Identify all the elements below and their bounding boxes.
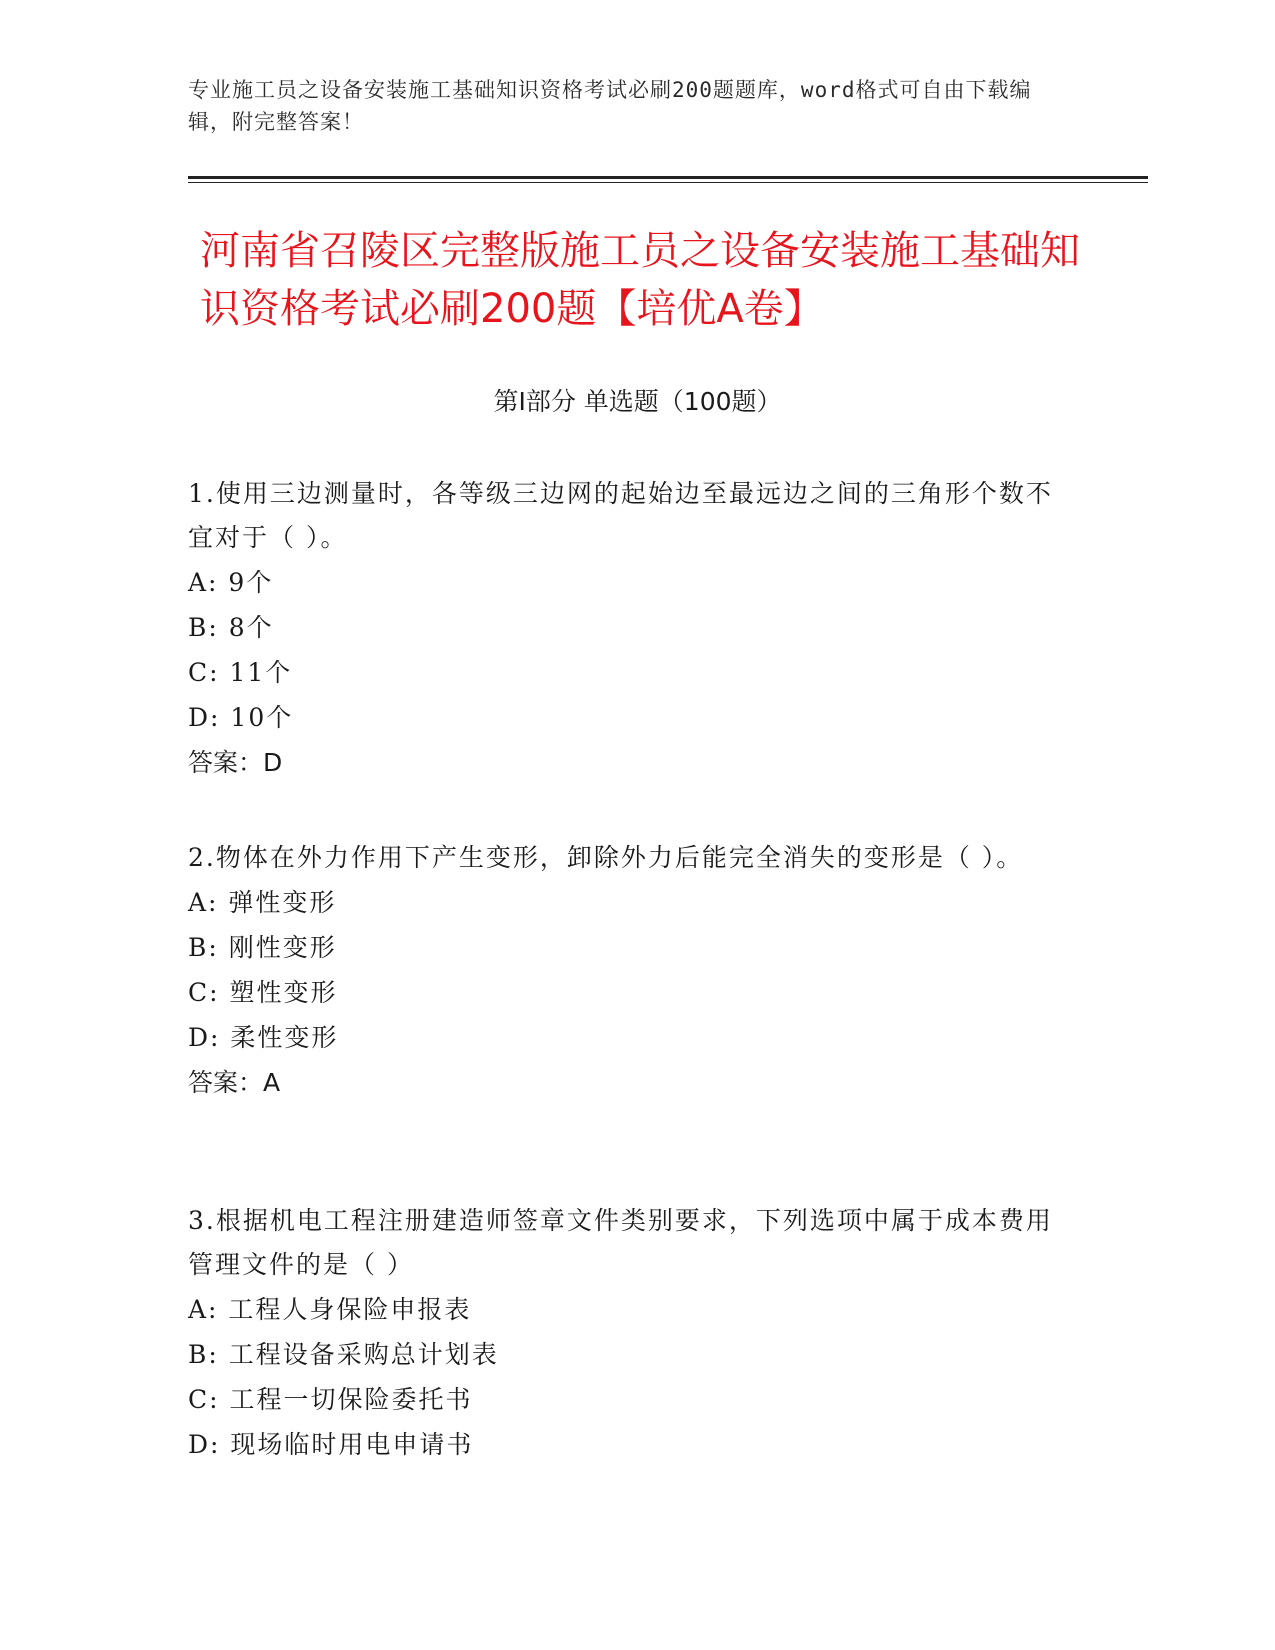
option-d: D: 10个 xyxy=(188,703,294,732)
option-d: D: 现场临时用电申请书 xyxy=(188,1430,474,1459)
header-note: 专业施工员之设备安装施工基础知识资格考试必刷200题题库，word格式可自由下载编辑，附完整答案！ xyxy=(188,78,1032,134)
question-text: 3.根据机电工程注册建造师签章文件类别要求，下列选项中属于成本费用管理文件的是（ ） xyxy=(188,1206,1053,1279)
question-text: 2.物体在外力作用下产生变形，卸除外力后能完全消失的变形是（ ）。 xyxy=(188,843,1024,872)
question-text: 1.使用三边测量时，各等级三边网的起始边至最远边之间的三角形个数不宜对于（ ）。 xyxy=(188,479,1053,552)
option-b: B: 8个 xyxy=(188,613,274,642)
answer: 答案：A xyxy=(188,1068,281,1097)
option-c: C: 工程一切保险委托书 xyxy=(188,1385,473,1414)
answer: 答案：D xyxy=(188,748,283,777)
option-a: A: 工程人身保险申报表 xyxy=(188,1295,472,1324)
question-1 xyxy=(188,472,1068,785)
option-a: A: 9个 xyxy=(188,568,274,597)
option-b: B: 工程设备采购总计划表 xyxy=(188,1340,499,1369)
header-rule-thick xyxy=(188,176,1148,179)
option-c: C: 塑性变形 xyxy=(188,978,338,1007)
document-title: 河南省召陵区完整版施工员之设备安装施工基础知识资格考试必刷200题【培优A卷】 xyxy=(200,228,1080,332)
option-a: A: 弹性变形 xyxy=(188,888,337,917)
option-b: B: 刚性变形 xyxy=(188,933,337,962)
option-d: D: 柔性变形 xyxy=(188,1023,339,1052)
question-3 xyxy=(188,1199,1068,1467)
option-c: C: 11个 xyxy=(188,658,293,687)
section-title: 第Ⅰ部分 单选题（100题） xyxy=(493,387,782,416)
question-2 xyxy=(188,836,1068,1105)
header-rule-thin xyxy=(188,182,1148,183)
